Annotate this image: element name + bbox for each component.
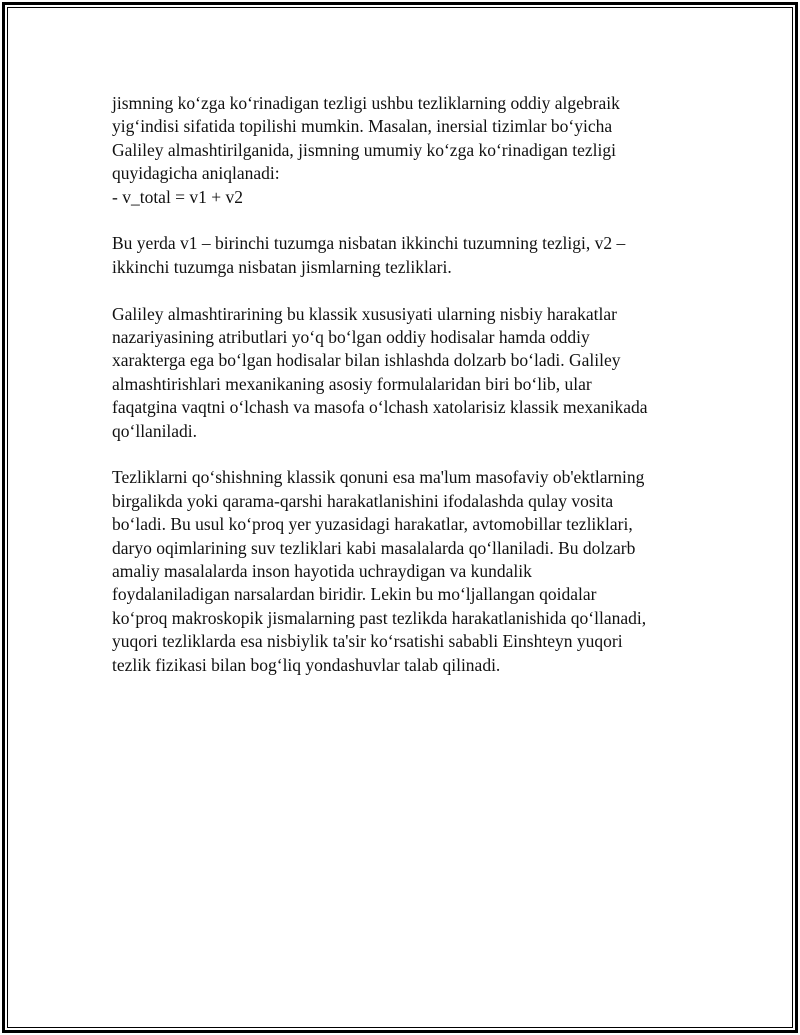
paragraph-velocity-addition-law: Tezliklarni qo‘shishning klassik qonuni esa ma'lum masofaviy ob'ektlarning birgalikda yoki qarama-qarshi harakatlanishini ifodalashda qulay vosita bo‘ladi. Bu usul ko‘proq yer yuzasidagi harakatlar, avtomobillar tezliklari, daryo oqimlarining suv tezliklari kabi masalalarda qo‘llaniladi. Bu dolzarb amaliy masalalarda inson hayotida uchraydigan va kundalik foydalaniladigan narsalardan biridir. Lekin bu mo‘ljallangan qoidalar ko‘proq makroskopik jismalarning past tezlikda harakatlanishida qo‘llanadi, yuqori tezliklarda esa nisbiylik ta'sir ko‘rsatishi sababli Einshteyn yuqori tezlik fizikasi bilan bog‘liq yondashuvlar talab qilinadi.: [112, 467, 647, 675]
document-body: [112, 92, 692, 701]
paragraph-galilean-velocity: jismning ko‘zga ko‘rinadigan tezligi ushbu tezliklarning oddiy algebraik yig‘indisi sifatida topilishi mumkin. Masalan, inersial tizimlar bo‘yicha Galiley almashtirilganida, jismning umumiy ko‘zga ko‘rinadigan tezligi quyidagicha aniqlanadi: - v_total = v1 + v2: [112, 93, 620, 207]
paragraph-galilean-properties: Galiley almashtirarining bu klassik xususiyati ularning nisbiy harakatlar nazariyasining atributlari yo‘q bo‘lgan oddiy hodisalar hamda oddiy xarakterga ega bo‘lgan hodisalar bilan ishlashda dolzarb bo‘ladi. Galiley almashtirishlari mexanikaning asosiy formulalaridan biri bo‘lib, ular faqatgina vaqtni o‘lchash va masofa o‘lchash xatolarisiz klassik mexanikada qo‘llaniladi.: [112, 303, 648, 441]
paragraph-variable-definitions: Bu yerda v1 – birinchi tuzumga nisbatan ikkinchi tuzumning tezligi, v2 – ikkinchi tuzumga nisbatan jismlarning tezliklari.: [112, 233, 626, 277]
